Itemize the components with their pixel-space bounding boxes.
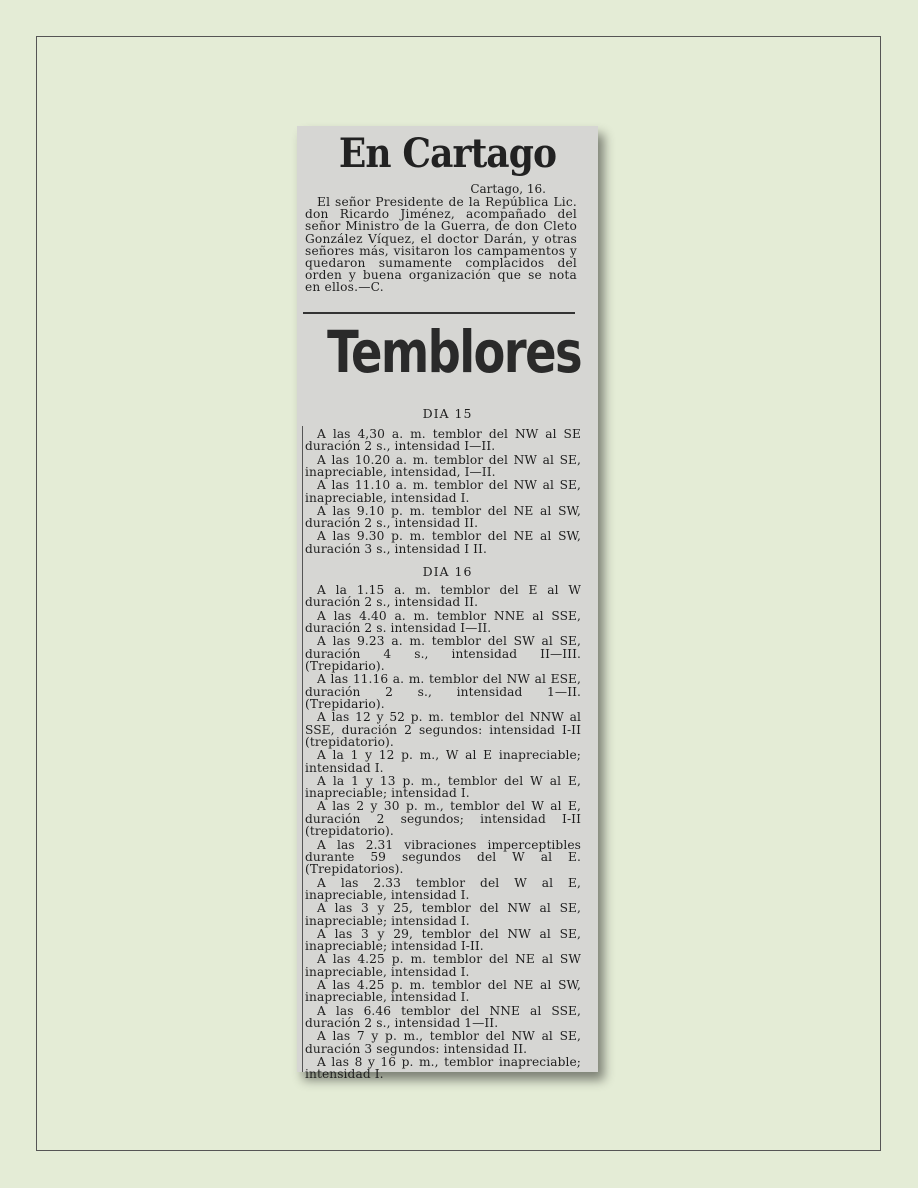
list-item: A la 1.15 a. m. temblor del E al W duración 2 s., intensidad II. [305,583,581,610]
list-item: A las 2.31 vibraciones imperceptibles durante 59 segundos del W al E. (Trepidatorios). [305,837,581,877]
list-item: A las 9.30 p. m. temblor del NE al SW, duración 3 s., intensidad I II. [305,529,581,556]
day-15-entries [305,428,581,556]
list-item: A las 3 y 25, temblor del NW al SE, inapreciable; intensidad I. [305,901,581,928]
list-item: A las 4.25 p. m. temblor del NE al SW inapreciable, intensidad I. [305,952,581,979]
list-item: A las 10.20 a. m. temblor del NW al SE, inapreciable, intensidad, I—II. [305,452,581,480]
list-item: A las 7 y p. m., temblor del NW al SE, duración 3 segundos: intensidad II. [305,1029,581,1056]
list-item: A las 3 y 29, temblor del NW al SE, inapreciable; intensidad I-II. [305,926,581,954]
dateline: Cartago, 16. [470,182,546,196]
headline-temblores: Temblores [327,318,581,386]
headline-en-cartago: En Cartago [338,130,557,177]
list-item: A las 12 y 52 p. m. temblor del NNW al SSE, duración 2 segundos: intensidad I-II (trepidatorio). [305,710,581,750]
list-item: A la 1 y 12 p. m., W al E inapreciable; intensidad I. [305,748,581,775]
list-item: A las 9.10 p. m. temblor del NE al SW, duración 2 s., intensidad II. [305,503,581,531]
list-item: A las 4,30 a. m. temblor del NW al SE duración 2 s., intensidad I—II. [305,427,581,454]
article-divider [303,312,575,314]
newspaper-clipping [297,126,598,1082]
list-item: A la 1 y 13 p. m., temblor del W al E, inapreciable; intensidad I. [305,773,581,801]
day-heading-16: DIA 16 [422,564,473,579]
article-body: El señor Presidente de la República Lic. don Ricardo Jiménez, acompañado del señor Ministro de la Guerra, de don Cleto González Víquez, el doctor Darán, y otras señores más, visitaron los campamentos y quedaron sumamente complacidos del orden y buena organización que se nota en ellos.—C. [305,195,577,295]
list-item: A las 6.46 temblor del NNE al SSE, duración 2 s., intensidad 1—II. [305,1003,581,1030]
day-heading-15: DIA 15 [422,406,473,421]
list-item: A las 11.16 a. m. temblor del NW al ESE, duración 2 s., intensidad 1—II. (Trepidario). [305,672,581,712]
list-item: A las 11.10 a. m. temblor del NW al SE, inapreciable, intensidad I. [305,478,581,505]
day-16-entries [305,584,581,1081]
list-item: A las 4.40 a. m. temblor NNE al SSE, duración 2 s. intensidad I—II. [305,608,581,636]
column-rule [302,426,303,1072]
list-item: A las 8 y 16 p. m., temblor inapreciable; intensidad I. [305,1054,581,1082]
list-item: A las 4.25 p. m. temblor del NE al SW, inapreciable, intensidad I. [305,977,581,1005]
list-item: A las 2 y 30 p. m., temblor del W al E, duración 2 segundos; intensidad I-II (trepidatorio). [305,799,581,839]
list-item: A las 2.33 temblor del W al E, inapreciable, intensidad I. [305,875,581,902]
list-item: A las 9.23 a. m. temblor del SW al SE, duración 4 s., intensidad II—III. (Trepidario). [305,634,581,674]
